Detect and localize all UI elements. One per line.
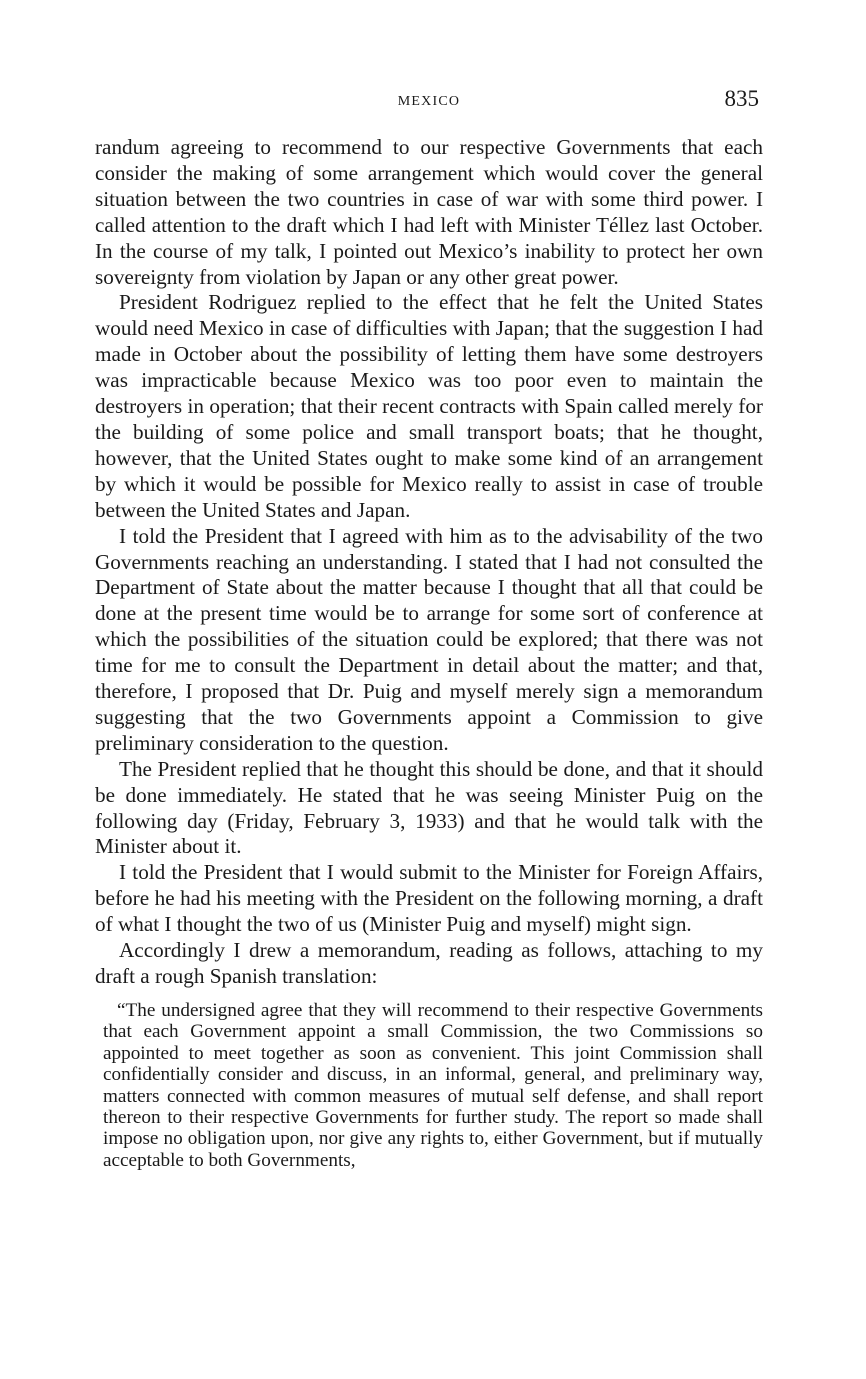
body-text [95,135,763,1171]
memorandum-quotation: “The undersigned agree that they will recommend to their respective Governments that each Government appoint a small Commission, the two Commissions so appointed to meet together as soon as convenient. This joint Commission shall confidentially consider and discuss, in an informal, general, and preliminary way, matters connected with common measures of mutual self defense, and shall report thereon to their respective Governments for further study. The report so made shall impose no obligation upon, nor give any rights to, either Government, but if mutually acceptable to both Governments, [103,999,763,1171]
paragraph-advisability: I told the President that I agreed with him as to the advisability of the two Governments reaching an understanding. I stated that I had not consulted the Department of State about the matter because I thought that all that could be done at the present time would be to arrange for some sort of conference at which the possibilities of the situation could be explored; that there was not time for me to consult the Department in detail about the matter; and that, therefore, I proposed that Dr. Puig and myself merely sign a memorandum suggesting that the two Governments appoint a Commission to give preliminary consideration to the question. [95,523,763,755]
running-head [95,86,763,118]
paragraph-continuation: randum agreeing to recommend to our respective Governments that each consider the making of some arrangement which would cover the general situation between the two countries in case of war with some third power. I called attention to the draft which I had left with Minister Téllez last October. In the course of my talk, I pointed out Mexico’s inability to protect her own sovereignty from violation by Japan or any other great power. [95,135,763,289]
paragraph-president-reply: The President replied that he thought this should be done, and that it should be done immediately. He stated that he was seeing Minister Puig on the following day (Friday, February 3, 1933) and that he would talk with the Minister about it. [95,756,763,859]
paragraph-submit-draft: I told the President that I would submit to the Minister for Foreign Affairs, before he had his meeting with the President on the following morning, a draft of what I thought the two of us (Minister Puig and myself) might sign. [95,860,763,937]
page-number: 835 [724,86,759,111]
paragraph-rodriguez-reply: President Rodriguez replied to the effect that he felt the United States would need Mexico in case of difficulties with Japan; that the suggestion I had made in October about the possibility of letting them have some destroyers was impracticable because Mexico was too poor even to maintain the destroyers in operation; that their recent contracts with Spain called merely for the building of some police and small transport boats; that he thought, however, that the United States ought to make some kind of an arrangement by which it would be possible for Mexico really to assist in case of trouble between the United States and Japan. [95,290,763,522]
paragraph-memorandum-intro: Accordingly I drew a memorandum, reading as follows, attaching to my draft a rough Spanish translation: [95,938,763,988]
running-title: MEXICO [397,94,461,109]
